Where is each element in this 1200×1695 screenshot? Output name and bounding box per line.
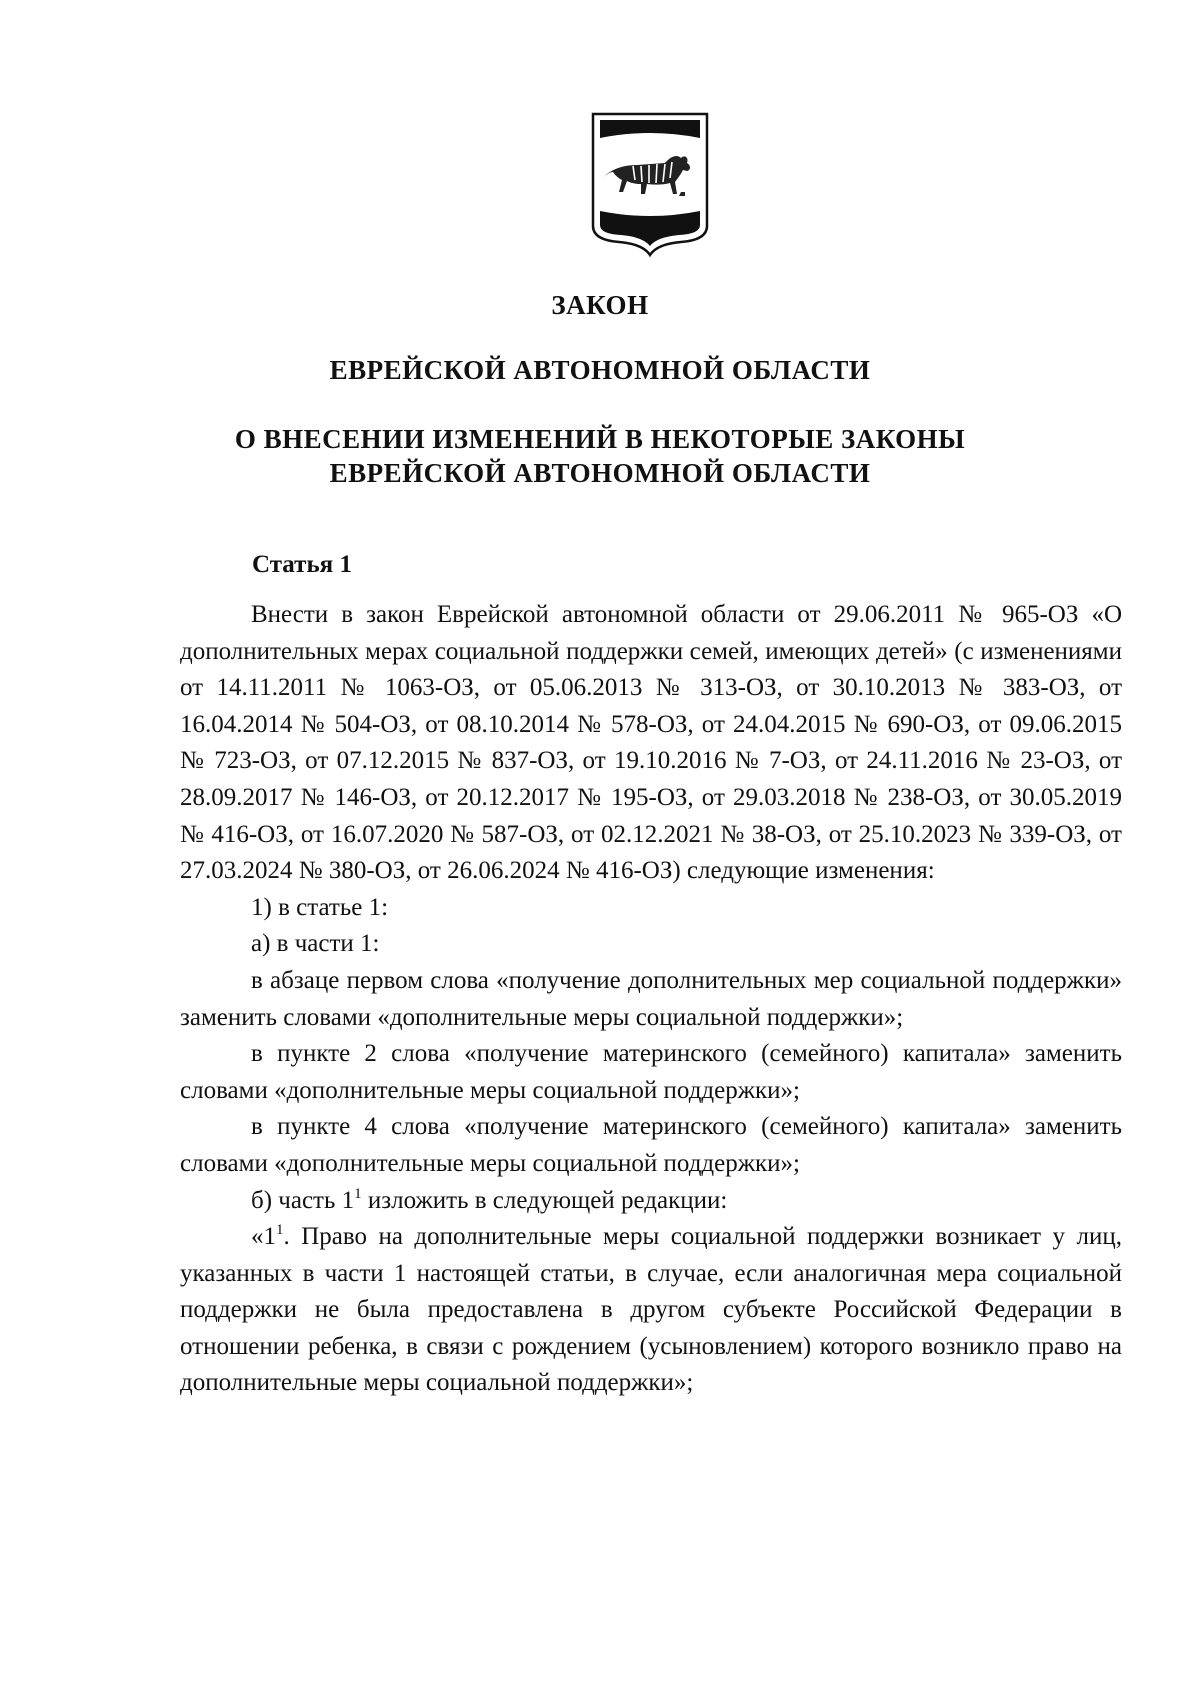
- paragraph: в абзаце первом слова «получение дополнительных мер социальной поддержки» заменить словами «дополнительные меры социальной поддержки»;: [180, 966, 1122, 1031]
- document-subject: [0, 422, 1200, 490]
- superscript: 1: [354, 1185, 362, 1202]
- quoted-paragraph: [180, 1219, 1122, 1402]
- document-title: ЗАКОН: [551, 290, 649, 320]
- paragraph: Внести в закон Еврейской автономной области от 29.06.2011 № 965-ОЗ «О дополнительных мерах социальной поддержки семей, имеющих детей» (с изменениями от 14.11.2011 № 1063-ОЗ, от 05.06.2013 № 313-ОЗ, от 30.10.2013 № 383-ОЗ, от 16.04.2014 № 504-ОЗ, от 08.10.2014 № 578-ОЗ, от 24.04.2015 № 690-ОЗ, от 09.06.2015 № 723-ОЗ, от 07.12.2015 № 837-ОЗ, от 19.10.2016 № 7-ОЗ, от 24.11.2016 № 23-ОЗ, от 28.09.2017 № 146-ОЗ, от 20.12.2017 № 195-ОЗ, от 29.03.2018 № 238-ОЗ, от 30.05.2019 № 416-ОЗ, от 16.07.2020 № 587-ОЗ, от 02.12.2021 № 38-ОЗ, от 25.10.2023 № 339-ОЗ, от 27.03.2024 № 380-ОЗ, от 26.06.2024 № 416-ОЗ) следующие изменения:: [180, 601, 1122, 885]
- paragraph: в пункте 4 слова «получение материнского (семейного) капитала» заменить словами «дополнительные меры социальной поддержки»;: [180, 1113, 1122, 1177]
- text-fragment: изложить в следующей редакции:: [361, 1186, 728, 1214]
- paragraph: 1) в статье 1:: [251, 893, 389, 921]
- document-region: ЕВРЕЙСКОЙ АВТОНОМНОЙ ОБЛАСТИ: [329, 355, 871, 385]
- text-fragment: . Право на дополнительные меры социальной поддержки возникает у лиц, указанных в части 1 настоящей статьи, в случае, если аналогичная мера социальной поддержки не была предоставлена в другом субъекте Российской Федерации в отношении ребенка, в связи с рождением (усыновлением) которого возникло право на дополнительные меры социальной поддержки»;: [180, 1223, 1122, 1397]
- paragraph: [180, 1183, 1122, 1220]
- text-fragment: б) часть 1: [251, 1186, 355, 1214]
- article-body: [180, 597, 1122, 1402]
- document-subject-line: О ВНЕСЕНИИ ИЗМЕНЕНИЙ В НЕКОТОРЫЕ ЗАКОНЫ: [234, 424, 966, 454]
- coat-of-arms-icon: [585, 108, 715, 258]
- superscript: 1: [276, 1222, 284, 1239]
- document-subject-line: ЕВРЕЙСКОЙ АВТОНОМНОЙ ОБЛАСТИ: [329, 458, 871, 488]
- paragraph: в пункте 2 слова «получение материнского (семейного) капитала» заменить словами «дополнительные меры социальной поддержки»;: [180, 1040, 1122, 1104]
- text-fragment: «1: [251, 1223, 276, 1251]
- paragraph: а) в части 1:: [251, 930, 380, 958]
- article-heading: Статья 1: [252, 551, 352, 578]
